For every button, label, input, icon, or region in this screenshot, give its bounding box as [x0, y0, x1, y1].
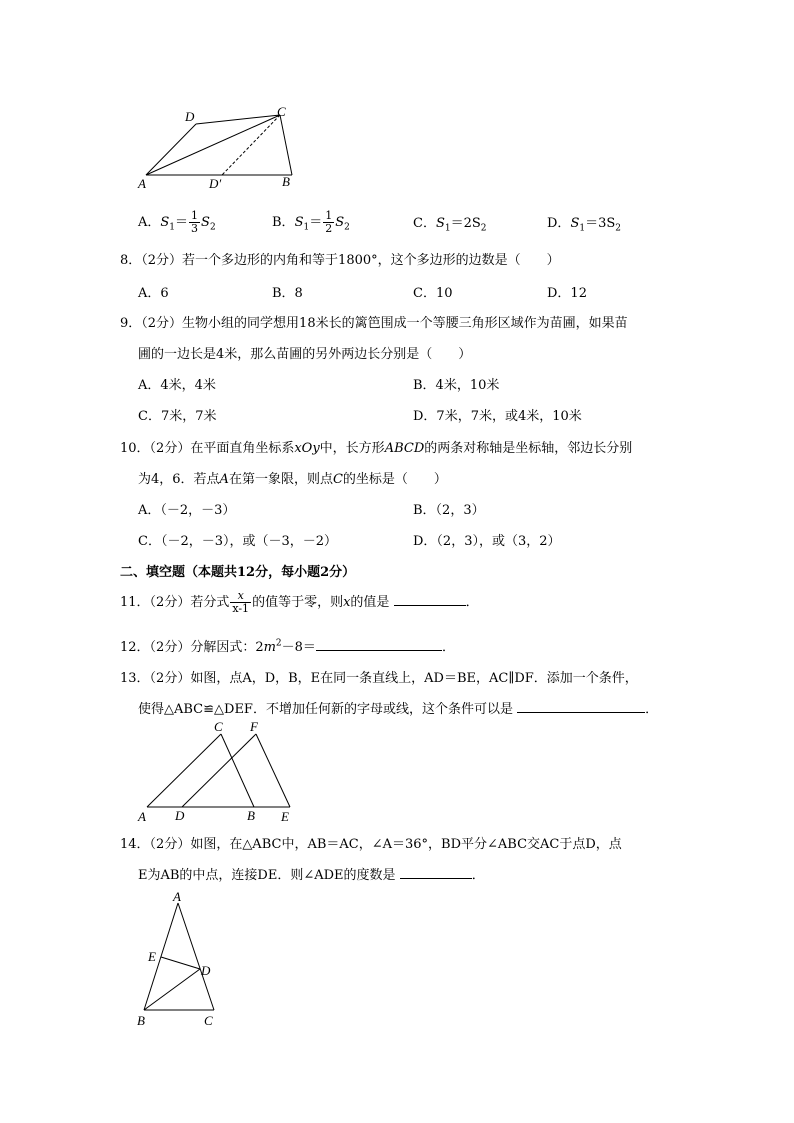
label-C: C — [204, 1013, 213, 1028]
label-A: A — [173, 889, 181, 904]
q12-stem: 12．（2分）分解因式：$2m^2-8=$ ． — [120, 638, 455, 655]
fraction: $\frac{x}{x-1}$ — [232, 589, 250, 615]
answer-blank[interactable] — [400, 866, 472, 879]
q7-option-b: B．$S_1=$ $\frac{1}{2}$ $S_2$ — [272, 209, 350, 235]
q9-stem-line2: 圃的一边长是4米，那么苗圃的另外两边长分别是（ ） — [138, 347, 472, 362]
q10-option-d: D．（2，3），或（3，2） — [413, 534, 561, 549]
q8-stem: 8．（2分）若一个多边形的内角和等于1800°，这个多边形的边数是（ ） — [120, 253, 560, 268]
edge-AC — [146, 115, 280, 175]
figure-q14-triangle — [132, 886, 232, 1032]
q13-stem-line2: 使得△ABC≌△DEF．不增加任何新的字母或线，这个条件可以是 ． — [138, 702, 659, 717]
q10-stem-line2: 为4，6．若点A在第一象限，则点C的坐标是（ ） — [138, 472, 447, 487]
label-C: C — [277, 104, 286, 119]
edge-CD — [196, 115, 280, 124]
q10-option-b: B．（2，3） — [413, 503, 485, 518]
q10-stem-line1: 10．（2分）在平面直角坐标系xOy中，长方形ABCD的两条对称轴是坐标轴，邻边长分别 — [120, 441, 633, 456]
q8-option-a: A．6 — [138, 286, 169, 301]
label-E: E — [148, 949, 156, 964]
q7-option-a: A．$S_1=$ $\frac{1}{3}$ $S_2$ — [138, 209, 216, 235]
edge-AC — [178, 903, 214, 1010]
edge-DA — [146, 124, 196, 175]
q14-stem-line2: E为AB的中点，连接DE．则∠ADE的度数是 ． — [138, 868, 485, 883]
answer-blank[interactable] — [316, 638, 442, 651]
segment-DE — [161, 957, 200, 969]
label-B: B — [137, 1013, 145, 1028]
segment-BD — [144, 969, 200, 1010]
label-E: E — [281, 809, 289, 824]
figure-q7-trapezoid — [130, 100, 310, 195]
label-B: B — [282, 174, 290, 189]
q9-stem-line1: 9．（2分）生物小组的同学想用18米长的篱笆围成一个等腰三角形区域作为苗圃，如果苗 — [120, 316, 628, 331]
label-D: D — [185, 109, 195, 124]
label-A: A — [138, 809, 146, 824]
q9-option-b: B．4米，10米 — [413, 378, 500, 393]
edge-DF — [182, 734, 256, 807]
edge-CB — [221, 734, 254, 807]
q9-option-d: D．7米，7米，或4米，10米 — [413, 409, 582, 424]
figure-q13-triangles — [130, 715, 305, 825]
q9-option-c: C．7米，7米 — [138, 409, 217, 424]
q9-option-a: A．4米，4米 — [138, 378, 216, 393]
q7-option-c: C．$S_1=2S_2$ — [413, 216, 487, 234]
edge-BC — [280, 115, 292, 175]
fraction: $\frac{1}{3}$ — [191, 209, 199, 235]
edge-AC — [147, 734, 221, 807]
q8-option-b: B．8 — [272, 286, 303, 301]
section-heading: 二、填空题（本题共12分，每小题2分） — [120, 565, 356, 580]
edge-FE — [256, 734, 290, 807]
answer-blank[interactable] — [394, 593, 466, 606]
answer-blank[interactable] — [517, 700, 645, 713]
fraction: $\frac{1}{2}$ — [325, 209, 333, 235]
q10-option-c: C．（－2，－3），或（－3，－2） — [138, 534, 338, 549]
label-F: F — [250, 719, 258, 734]
label-D: D — [175, 808, 185, 823]
label-Dprime: D′ — [209, 176, 222, 191]
q8-option-d: D．12 — [547, 286, 587, 301]
label-C: C — [214, 719, 223, 734]
label-A: A — [138, 176, 146, 191]
q7-option-d: D．$S_1=3S_2$ — [547, 216, 621, 234]
q10-option-a: A．（－2，－3） — [138, 503, 236, 518]
dashed-CDp — [222, 115, 280, 175]
label-D: D — [201, 963, 211, 978]
label-B: B — [247, 808, 255, 823]
q8-option-c: C．10 — [413, 286, 453, 301]
q13-stem-line1: 13．（2分）如图，点A，D，B，E在同一条直线上，AD＝BE，AC∥DF．添加一个条件， — [120, 671, 638, 686]
q14-stem-line1: 14．（2分）如图，在△ABC中，AB＝AC，∠A＝36°，BD平分∠ABC交AC于点D，点 — [120, 837, 622, 852]
q11-stem: 11．（2分）若分式 $\frac{x}{x-1}$ 的值等于零，则x的值是 ． — [120, 589, 479, 615]
